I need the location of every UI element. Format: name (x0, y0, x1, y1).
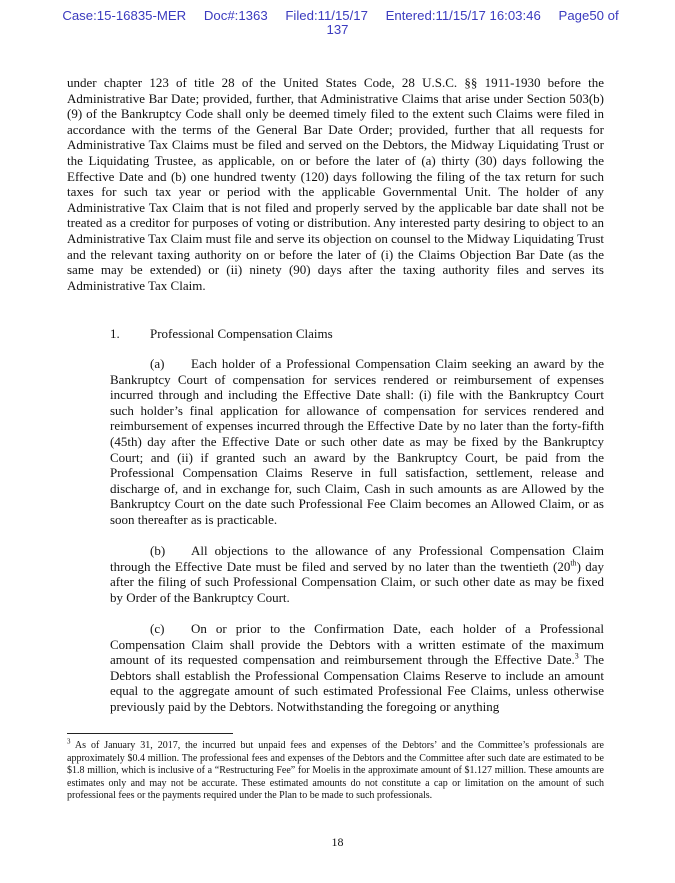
footnote (67, 737, 604, 803)
filed-date: Filed:11/15/17 (285, 8, 368, 23)
paragraph-administrative-tax-claims: under chapter 123 of title 28 of the United States Code, 28 U.S.C. §§ 1911-1930 before the Administrative Bar Date; provided, further, that Administrative Claims that arise under Section 503(b)(9) of the Bankruptcy Code shall only be deemed timely filed to the extent such Claims were filed in accordance with the terms of the General Bar Date Order; provided, further that all requests for Administrative Tax Claims must be filed and served on the Debtors, the Midway Liquidating Trust or the Liquidating Trustee, as applicable, on or before the later of (a) thirty (30) days following the Effective Date and (b) one hundred twenty (120) days following the filing of the tax return for such taxes for such tax year or period with the applicable Governmental Unit. The holder of any Administrative Tax Claim that is not filed and properly served by the applicable bar date shall not be treated as a creditor for purposes of voting or distribution. Any interested party desiring to object to an Administrative Tax Claim must file and serve its objection on counsel to the Midway Liquidating Trust and the relevant taxing authority on or before the later of (i) the Claims Objection Bar Date (as the same may be extended) or (ii) ninety (90) days after the taxing authority files and serves its Administrative Tax Claim. (67, 75, 604, 293)
subparagraph-a-label: (a) (150, 356, 165, 371)
section-heading (110, 326, 604, 342)
footnote-divider (67, 733, 233, 734)
subparagraph-b-text-before: All objections to the allowance of any Professional Compensation Claim through the Effective Date must be filed and served by no later than the twentieth (20 (110, 543, 604, 574)
footnote-text: As of January 31, 2017, the incurred but unpaid fees and expenses of the Debtors’ and the Committee’s professionals are approximately $0.4 million. The professional fees and expenses of the Debtors and the Committee after such date are estimated to be $1.8 million, which is inclusive of a “Restructuring Fee” for Moelis in the approximate amount of $1.127 million. These amounts are estimates only and may not be accurate. These estimated amounts do not constitute a cap or limitation on the amount of such professional fees or the payments required under the Plan to be made to such professionals. (67, 740, 604, 802)
subparagraph-c-label: (c) (150, 621, 165, 636)
doc-number: Doc#:1363 (203, 8, 268, 23)
subparagraph-a (110, 356, 604, 528)
entered-date: Entered:11/15/17 16:03:46 (385, 8, 541, 23)
footnote-reference[interactable]: 3 (574, 651, 579, 661)
subparagraph-b-text-after: ) day after the filing of such Professional Compensation Claim, or such other date as may be fixed by Order of the Bankruptcy Court. (110, 558, 604, 605)
subparagraph-b-label: (b) (150, 543, 166, 558)
case-number: Case:15-16835-MER (62, 8, 187, 23)
subparagraph-c-text-before: On or prior to the Confirmation Date, each holder of a Professional Compensation Claim shall provide the Debtors with a written estimate of the maximum amount of its requested compensation and reimbursement through the Effective Date. (110, 621, 604, 668)
subparagraph-c (110, 621, 604, 715)
section-title: Professional Compensation Claims (150, 326, 333, 341)
page-number: 18 (331, 835, 344, 849)
subparagraph-c-text-after: The Debtors shall establish the Professional Compensation Claims Reserve to include an amount equal to the aggregate amount of such estimated Professional Fee Claims, unless otherwise previously paid by the Debtors. Notwithstanding the foregoing or anything (110, 652, 604, 714)
footnote-marker: 3 (67, 737, 71, 746)
ordinal-superscript: th (570, 558, 577, 568)
subparagraph-b (110, 543, 604, 605)
court-filing-header (0, 9, 675, 37)
page-total: 137 (326, 22, 349, 37)
subparagraph-a-text: Each holder of a Professional Compensation Claim seeking an award by the Bankruptcy Court of compensation for services rendered or reimbursement of expenses incurred through and including the Effective Date shall: (i) file with the Bankruptcy Court such holder’s final application for allowance of compensation for services rendered and reimbursement of expenses incurred through the Effective Date by no later than the forty-fifth (45th) day after the Effective Date or such other date as may be fixed by the Bankruptcy Court; and (ii) if granted such an award by the Bankruptcy Court, be paid from the Professional Compensation Claims Reserve in full satisfaction, settlement, release and discharge of, and in exchange for, such Claim, Cash in such amounts as are Allowed by the Bankruptcy Court on the date such Professional Fee Claim becomes an Allowed Claim, or as soon thereafter as is practicable. (110, 356, 604, 527)
page-of: Page50 of (558, 8, 619, 23)
section-number: 1. (110, 326, 120, 341)
